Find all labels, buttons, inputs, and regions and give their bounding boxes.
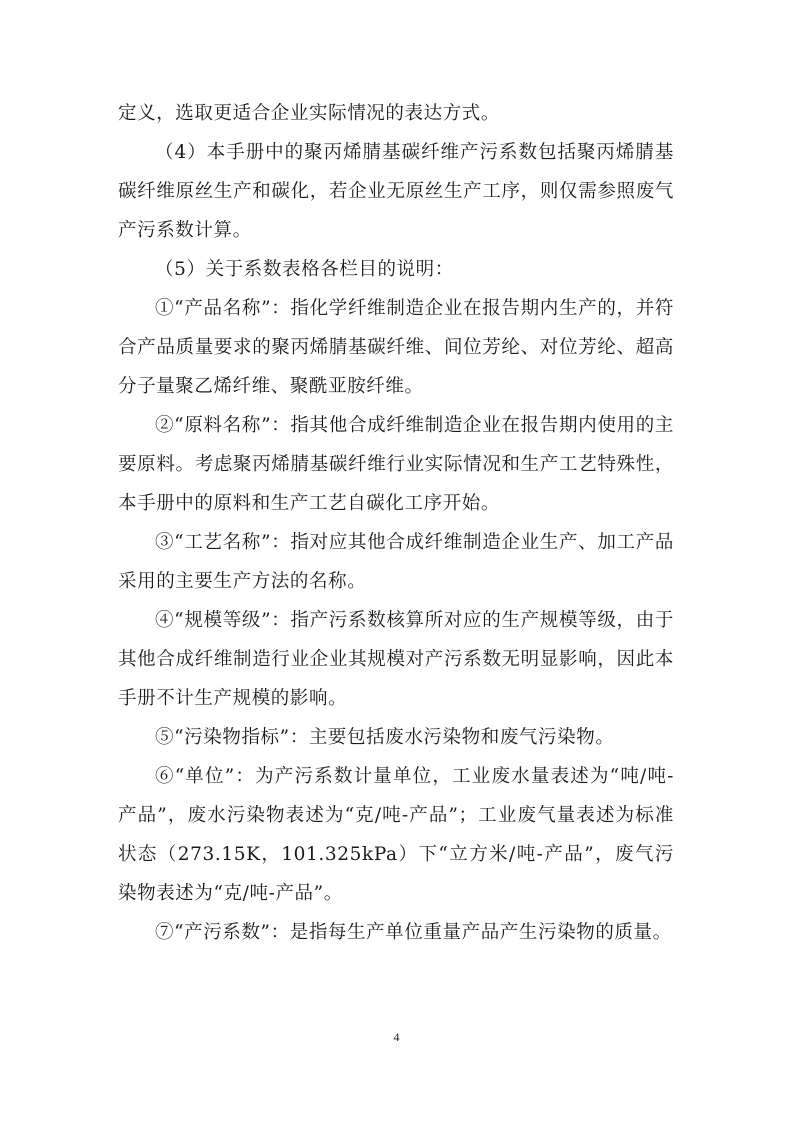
paragraph-raw-material: ②“原料名称”：指其他合成纤维制造企业在报告期内使用的主要原料。考虑聚丙烯腈基碳纤维行业实际情况和生产工艺特殊性，本手册中的原料和生产工艺自碳化工序开始。 xyxy=(118,415,674,514)
paragraph-emission-factor: ⑦“产污系数”：是指每生产单位重量产品产生污染物的质量。 xyxy=(155,922,672,943)
paragraph-product-name: ①“产品名称”：指化学纤维制造企业在报告期内生产的，并符合产品质量要求的聚丙烯腈基碳纤维、间位芳纶、对位芳纶、超高分子量聚乙烯纤维、聚酰亚胺纤维。 xyxy=(118,298,674,397)
paragraph-item-5: （5）关于系数表格各栏目的说明： xyxy=(155,259,454,280)
paragraph-pollutant-indicator: ⑤“污染物指标”：主要包括废水污染物和废气污染物。 xyxy=(155,727,615,748)
paragraph-continuation: 定义，选取更适合企业实际情况的表达方式。 xyxy=(118,103,501,124)
body-text xyxy=(118,94,674,952)
paragraph-process-name: ③“工艺名称”：指对应其他合成纤维制造企业生产、加工产品采用的主要生产方法的名称。 xyxy=(118,532,674,592)
paragraph-item-4: （4）本手册中的聚丙烯腈基碳纤维产污系数包括聚丙烯腈基碳纤维原丝生产和碳化，若企业无原丝生产工序，则仅需参照废气产污系数计算。 xyxy=(118,142,674,241)
page-number: 4 xyxy=(393,1030,400,1044)
paragraph-scale-grade: ④“规模等级”：指产污系数核算所对应的生产规模等级，由于其他合成纤维制造行业企业其规模对产污系数无明显影响，因此本手册不计生产规模的影响。 xyxy=(118,610,674,709)
paragraph-unit: ⑥“单位”：为产污系数计量单位，工业废水量表述为“吨/吨-产品”，废水污染物表述为“克/吨-产品”；工业废气量表述为标准状态（273.15K，101.325kPa）下“立方米/吨-产品”，废气污染物表述为“克/吨-产品”。 xyxy=(118,766,674,904)
